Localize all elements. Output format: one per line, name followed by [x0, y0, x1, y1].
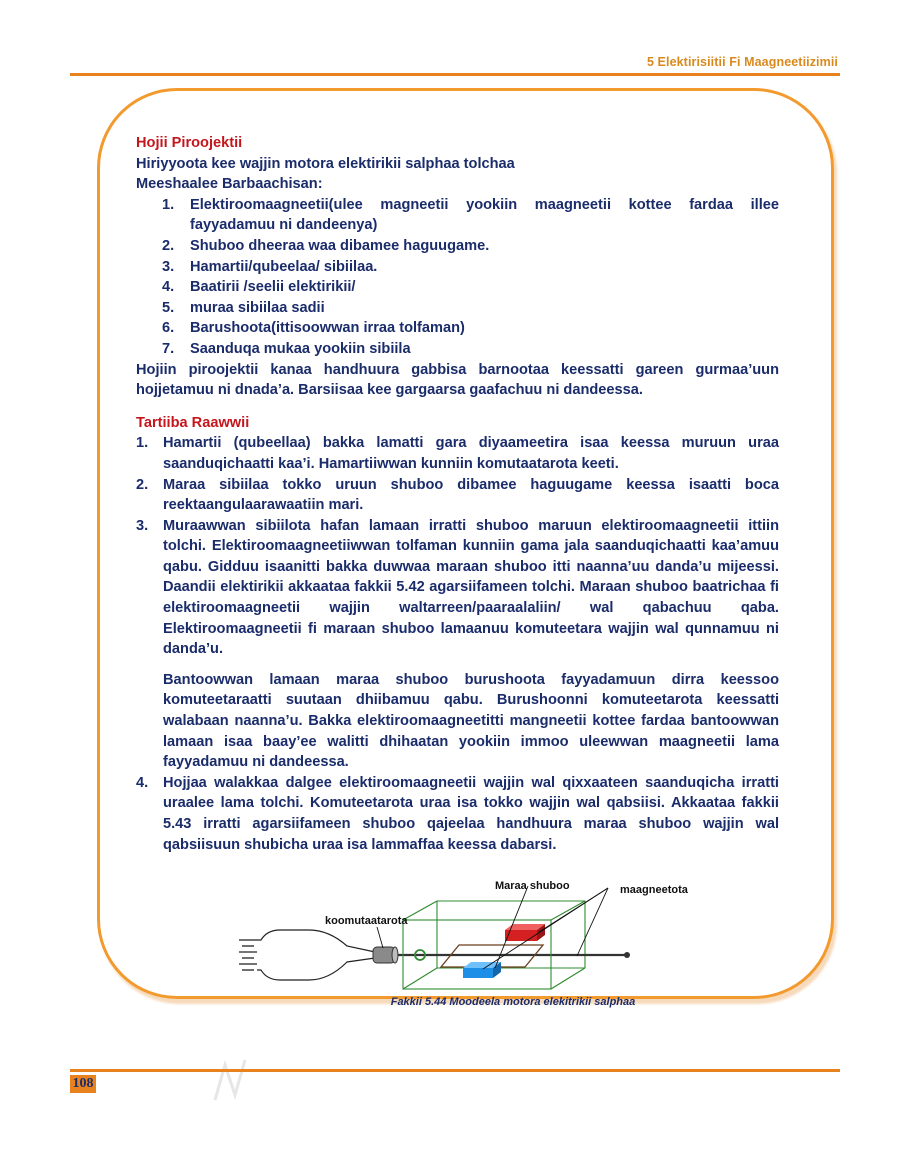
figure-caption: Fakkii 5.44 Moodeela motora elekitrikii salphaa	[390, 996, 636, 1008]
procedure-steps	[136, 433, 779, 855]
list-item	[136, 298, 779, 319]
commutator-label-pointer	[377, 927, 383, 948]
list-item	[136, 236, 779, 257]
list-item	[136, 195, 779, 236]
item-number: 4.	[162, 279, 175, 296]
magnet-bottom	[463, 962, 501, 978]
materials-heading: Meeshaalee Barbaachisan:	[136, 176, 323, 193]
page-number: 108	[70, 1075, 96, 1093]
chapter-header: 5 Elektirisiitii Fi Maagneetiizimii	[646, 55, 838, 69]
top-rule	[70, 73, 840, 76]
wire	[257, 958, 375, 980]
project-subtitle: Hiriyyoota kee wajjin motora elektirikii salphaa tolchaa	[136, 155, 515, 172]
list-item	[136, 773, 779, 855]
item-text: Maraa sibiilaa tokko uruun shuboo dibamee haguugame keessa isaatti boca reektaangulaarawaatiin mari.	[163, 476, 779, 514]
item-number: 4.	[136, 774, 149, 791]
list-item	[136, 475, 779, 516]
item-text: Hojjaa walakkaa dalgee elektiroomaagneetii wajjin wal qixxaateen saanduqicha irratti uraalee lama tolchi. Komuteetarota uraa isa tokko wajjin wal qabsiisi. Akkaataa fakkii 5.43 irratti agarsiifameen shuboo qajeelaa handhuura maraa shuboo wajjin wal qabsiisuun shubicha uraa isa lammaffaa keessa dabarsi.	[163, 774, 779, 853]
item-number: 6.	[162, 320, 175, 337]
item-number: 2.	[136, 476, 149, 493]
label-coil: Maraa shuboo	[495, 880, 570, 892]
spacer	[163, 660, 779, 670]
item-text: Baatirii /seelii elektirikii/	[190, 279, 356, 296]
item-text: Muraawwan sibiilota hafan lamaan irratti shuboo maruun elektiroomaagneetii ittiin tolchi. Elektiroomaagneetiiwwan tolfaman kunniin gama jala saanduqichaatti kaa’amuu qabu. Gidduu isaanitti bakka duwwaa maraan shuboo itti naanna’uu danda’u mijeessi. Daandii elektirikii akkaataa fakkii 5.42 agarsiifameen tolchi. Maraan shuboo baatrichaa fi elektiroomaagneetii wajjin waltarreen/paaraalaliin/ wal qabachuu qaba. Elektiroomaagneetii fi maraan shuboo lamaanuu komuteetara wajjin wal qunnamuu ni danda’u.	[163, 517, 779, 658]
item-text: Shuboo dheeraa waa dibamee haguugame.	[190, 237, 490, 254]
item-text: Elektiroomaagneetii(ulee magneetii yookiin maagneetii kottee fardaa illee fayyadamuu ni dandeenya)	[190, 196, 779, 234]
list-item	[136, 516, 779, 773]
list-item	[136, 339, 779, 360]
item-text: Hamartii (qubeellaa) bakka lamatti gara diyaameetira isaa keessa muruun uraa saanduqichaatti kaa’i. Hamartiiwwan kunniin komutaatarota keeti.	[163, 435, 779, 472]
list-item	[136, 318, 779, 339]
list-item	[136, 257, 779, 278]
item-number: 1.	[162, 196, 175, 213]
label-magnets: maagneetota	[620, 884, 688, 896]
spacer	[136, 401, 779, 413]
axle-end	[624, 952, 630, 958]
wire	[257, 930, 375, 952]
item-number: 5.	[162, 299, 175, 316]
item-number: 3.	[162, 258, 175, 275]
watermark-mark	[210, 1055, 270, 1105]
item-text: Saanduqa mukaa yookiin sibiila	[190, 340, 411, 357]
bottom-rule	[70, 1069, 840, 1072]
motor-model-figure	[225, 872, 695, 997]
project-title: Hojii Piroojektii	[136, 135, 243, 151]
list-item	[136, 277, 779, 298]
procedure-title: Tartiiba Raawwii	[136, 414, 250, 431]
item-number: 1.	[136, 435, 149, 452]
project-closing: Hojiin piroojektii kanaa handhuura gabbisa barnootaa keessatti gareen gurmaa’uun hojjetamuu ni dnada’a. Barsiisaa kee gargaarsa gaafachuu ni dandeessa.	[136, 361, 779, 399]
battery-icon	[239, 940, 257, 970]
item-text: Barushoota(ittisoowwan irraa tolfaman)	[190, 320, 465, 337]
item-extra-paragraph: Bantoowwan lamaan maraa shuboo burushoota fayyadamuun dirra keessoo komuteetaraatti suutaan dhiibamuu qabu. Burushoonni komuteetarota keessatti walabaan naanna’u. Bakka elektiroomaagneetitti mangneetii kottee fardaa bantoowwan lamaan isaa baay’ee walitti dhihaatan yookiin immoo uleewwan maagneetii lama fayyadamuu ni dandeessa.	[163, 671, 779, 771]
label-commutator: koomutaatarota	[325, 915, 408, 927]
item-number: 2.	[162, 237, 175, 254]
item-text: Hamartii/qubeelaa/ sibiilaa.	[190, 258, 378, 275]
list-item	[136, 433, 779, 474]
materials-list	[136, 195, 779, 360]
item-number: 7.	[162, 340, 175, 357]
item-number: 3.	[136, 517, 149, 534]
item-text: muraa sibiilaa sadii	[190, 299, 325, 316]
page-content	[136, 133, 779, 855]
commutator	[373, 947, 398, 963]
